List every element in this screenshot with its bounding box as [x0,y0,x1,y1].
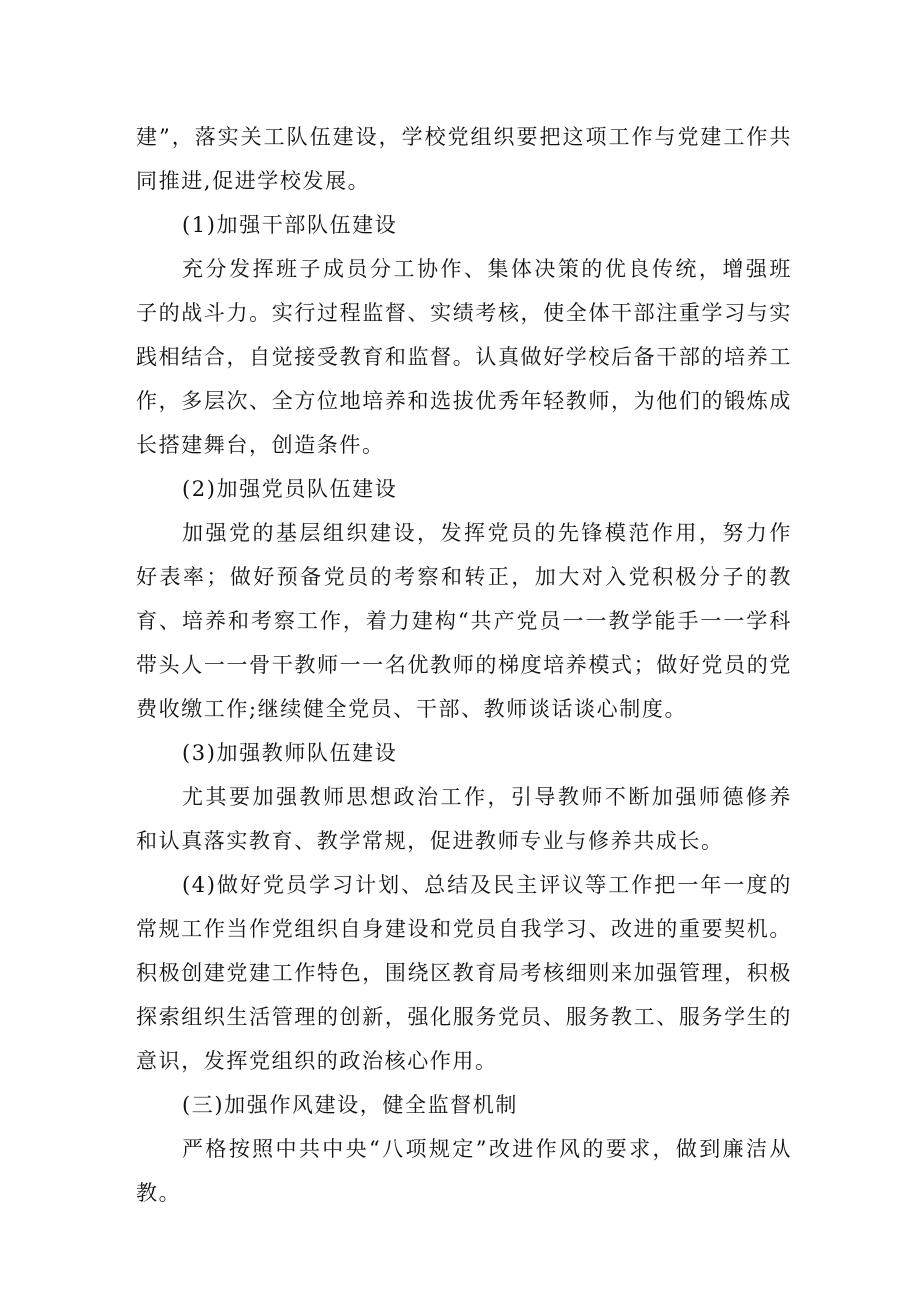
paragraph-teacher-team: 尤其要加强教师思想政治工作，引导教师不断加强师德修养和认真落实教育、教学常规，促进教师专业与修养共成长。 [136,785,792,853]
paragraph-study-plan: (4)做好党员学习计划、总结及民主评议等工作把一年一度的常规工作当作党组织自身建设和党员自我学习、改进的重要契机。积极创建党建工作特色，围绕区教育局考核细则来加强管理，积极探索组织生活管理的创新，强化服务党员、服务教工、服务学生的意识，发挥党组织的政治核心作用。 [136,873,792,1073]
heading-cadre-team: (1)加强干部队伍建设 [182,213,398,237]
document-body [136,115,792,1215]
paragraph-work-style: 严格按照中共中央“八项规定”改进作风的要求，做到廉洁从教。 [136,1137,792,1205]
paragraph-cadre-team: 充分发挥班子成员分工协作、集体决策的优良传统，增强班子的战斗力。实行过程监督、实绩考核，使全体干部注重学习与实践相结合，自觉接受教育和监督。认真做好学校后备干部的培养工作，多层次、全方位地培养和选拔优秀年轻教师，为他们的锻炼成长搭建舞台，创造条件。 [136,257,792,457]
heading-work-style: (三)加强作风建设，健全监督机制 [182,1093,518,1117]
heading-teacher-team: (3)加强教师队伍建设 [182,741,398,765]
heading-party-member-team: (2)加强党员队伍建设 [182,477,398,501]
paragraph-party-member-team: 加强党的基层组织建设，发挥党员的先锋模范作用，努力作好表率；做好预备党员的考察和转正，加大对入党积极分子的教育、培养和考察工作，着力建构“共产党员一一教学能手一一学科带头人一一骨干教师一一名优教师的梯度培养模式；做好党员的党费收缴工作;继续健全党员、干部、教师谈话谈心制度。 [136,521,792,721]
paragraph-continuation: 建”，落实关工队伍建设，学校党组织要把这项工作与党建工作共同推进,促进学校发展。 [136,125,792,193]
